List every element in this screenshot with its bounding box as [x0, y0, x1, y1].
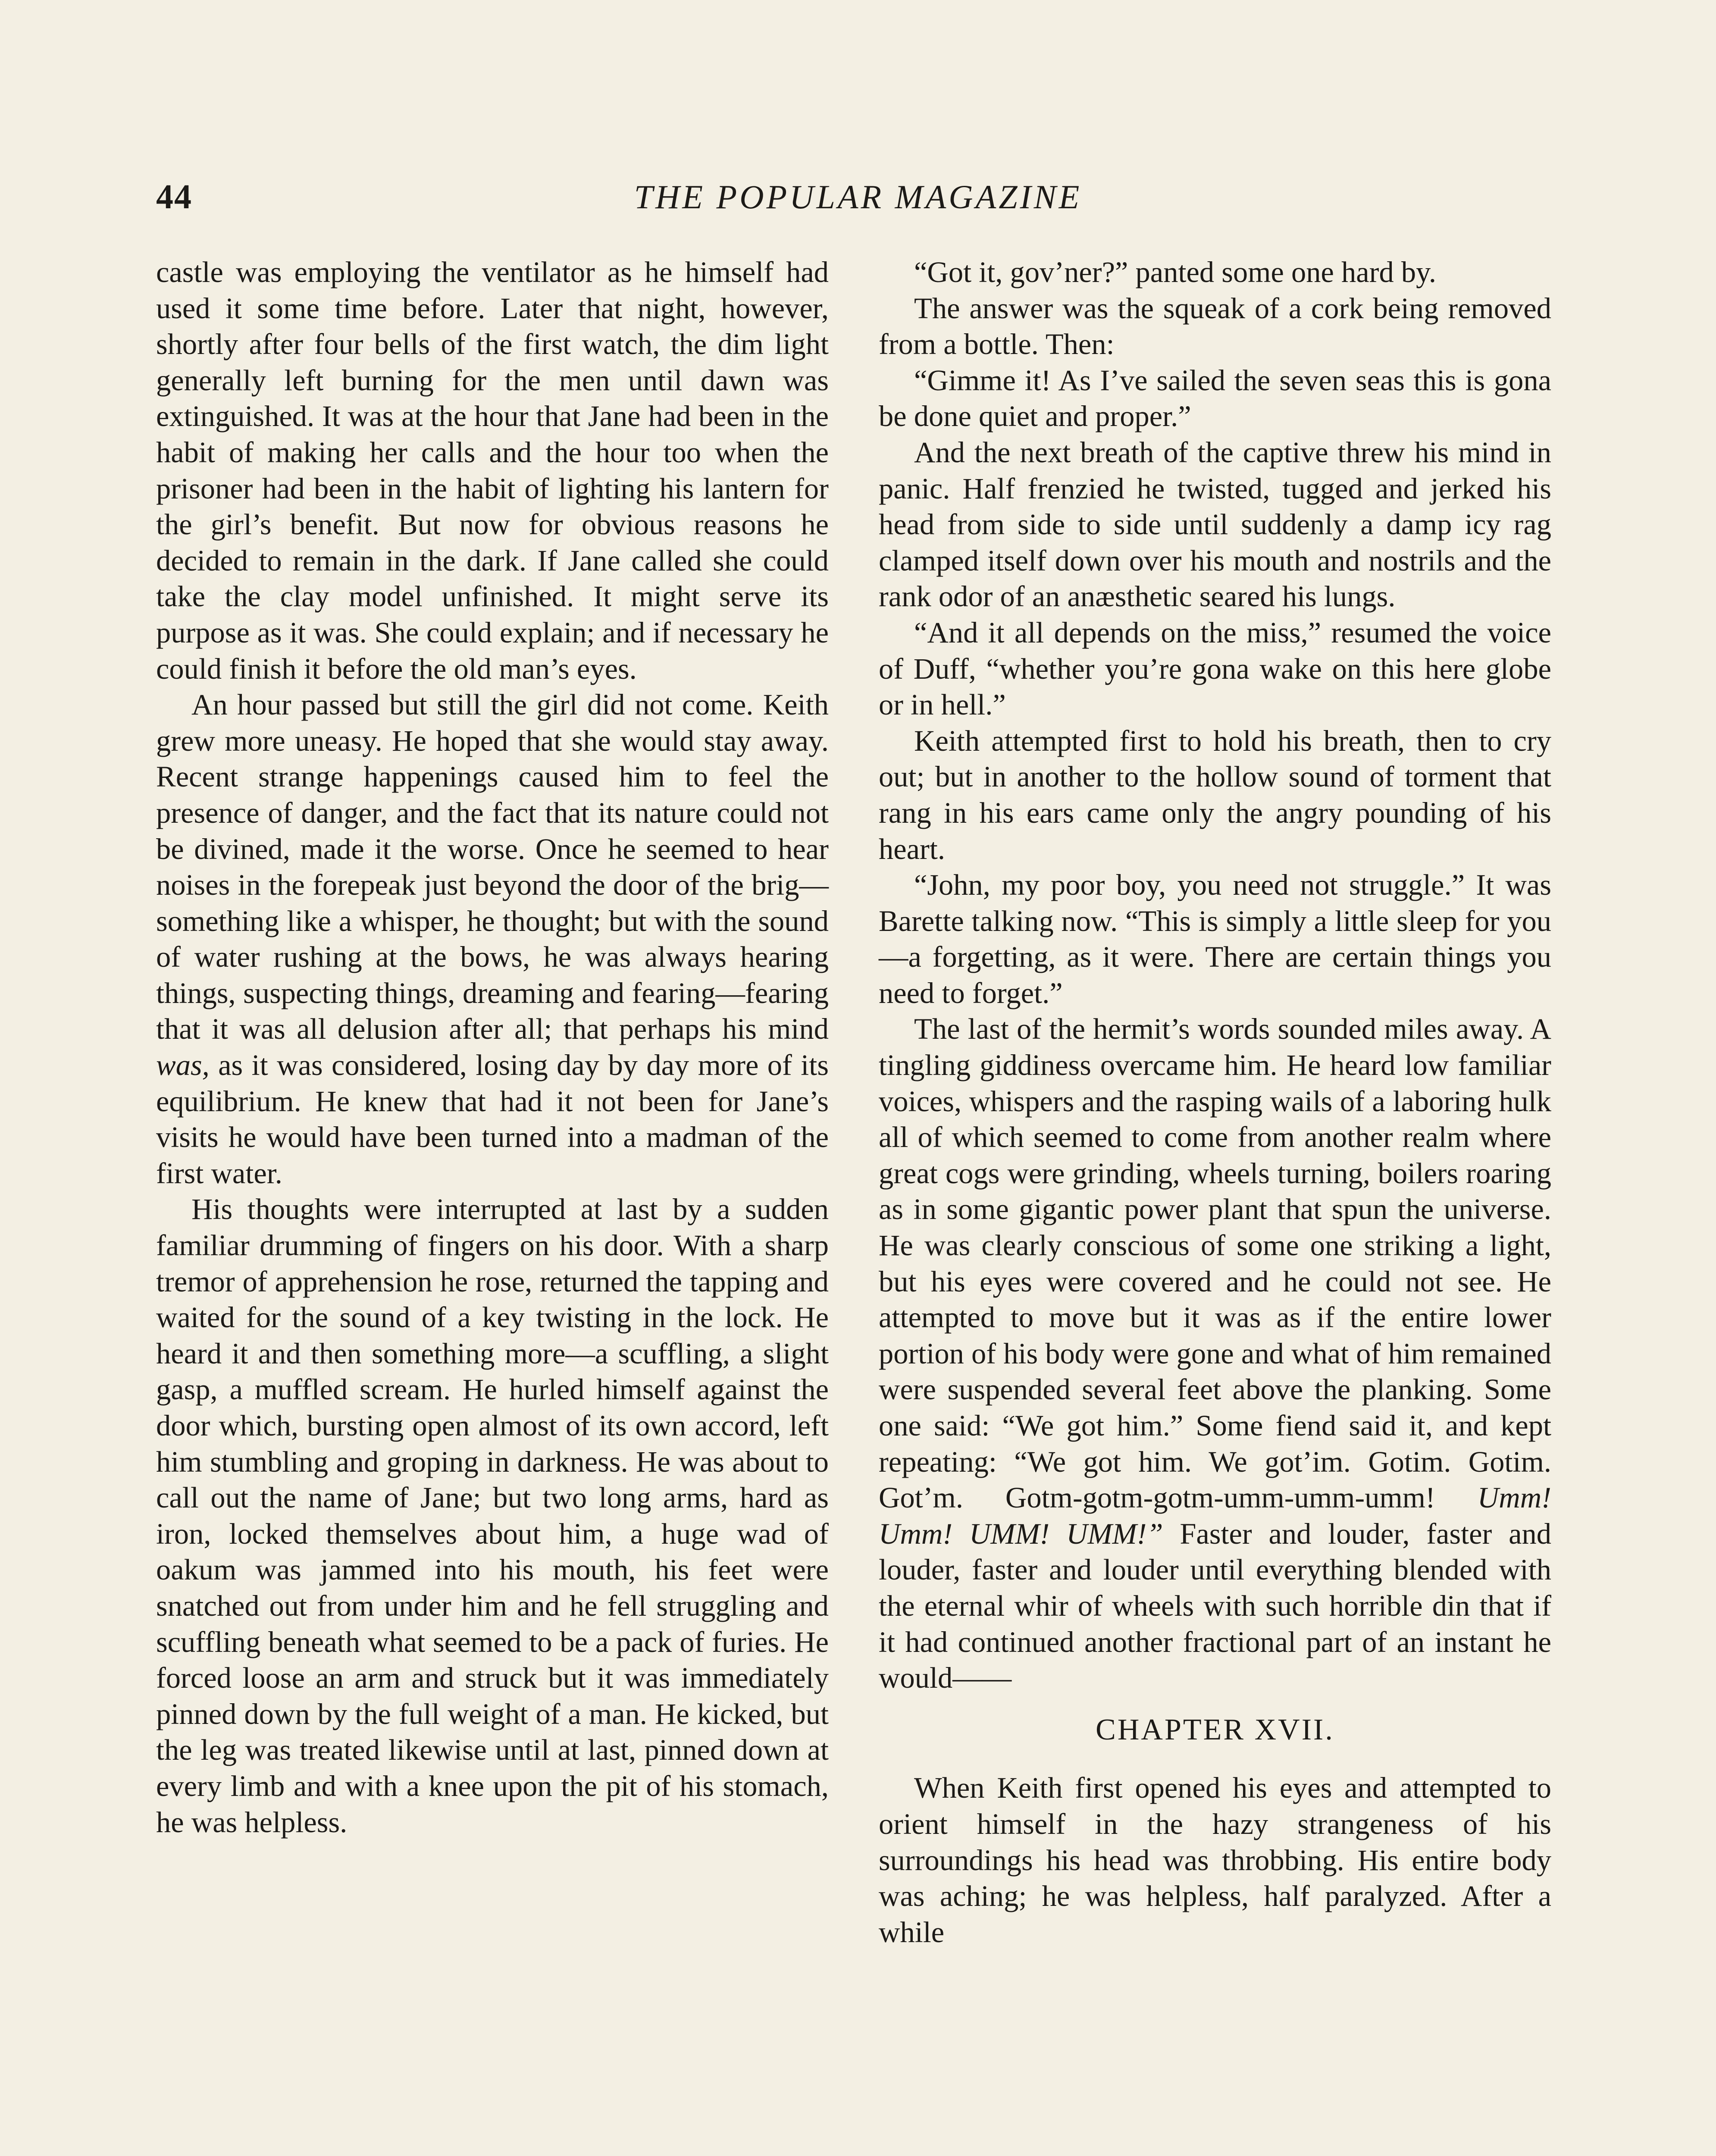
paragraph-text: Faster and louder, faster and louder, faster and louder until everything blended with the eternal whir of wheels with such horrible din that if it had continued another fractional part of an instant he would—— [879, 1517, 1551, 1695]
emphasis-text: Umm! Umm! UMM! UMM!” [879, 1481, 1551, 1550]
paragraph: His thoughts were interrupted at last by a sudden familiar drumming of fingers on his door. With a sharp tremor of apprehension he rose, returned the tapping and waited for the sound of a key twisting in the lock. He heard it and then something more—a scuffling, a slight gasp, a muffled scream. He hurled himself against the door which, bursting open almost of its own accord, left him stumbling and groping in darkness. He was about to call out the name of Jane; but two long arms, hard as iron, locked themselves about him, a huge wad of oakum was jammed into his mouth, his feet were snatched out from under him and he fell struggling and scuffling beneath what seemed to be a pack of furies. He forced loose an arm and struck but it was immediately pinned down by the full weight of a man. He kicked, but the leg was treated likewise until at last, pinned down at every limb and with a knee upon the pit of his stomach, he was helpless. [156, 1193, 829, 1839]
emphasis-text: was, [156, 1049, 210, 1082]
paragraph [879, 1011, 1551, 1696]
paragraph: “John, my poor boy, you need not struggle.” It was Barette talking now. “This is simply a little sleep for you—a forgetting, as it were. There are certain things you need to forget.” [879, 868, 1551, 1009]
paragraph: “Gimme it! As I’ve sailed the seven seas this is gona be done quiet and proper.” [879, 364, 1551, 433]
right-column [879, 254, 1551, 1950]
running-head-title: THE POPULAR MAGAZINE [634, 178, 1082, 216]
page-number: 44 [156, 178, 192, 216]
paragraph: When Keith first opened his eyes and attempted to orient himself in the hazy strangeness of his surroundings his head was throbbing. His entire body was aching; he was helpless, half paralyzed. After a while [879, 1771, 1551, 1949]
paragraph: Keith attempted first to hold his breath, then to cry out; but in another to the hollow sound of torment that rang in his ears came only the angry pounding of his heart. [879, 724, 1551, 865]
paragraph: castle was employing the ventilator as he himself had used it some time before. Later that night, however, shortly after four bells of the first watch, the dim light generally left burning for the men until dawn was extinguished. It was at the hour that Jane had been in the habit of making her calls and the hour too when the prisoner had been in the habit of lighting his lantern for the girl’s benefit. But now for obvious reasons he decided to remain in the dark. If Jane called she could take the clay model unfinished. It might serve its purpose as it was. She could explain; and if necessary he could finish it before the old man’s eyes. [156, 256, 829, 685]
chapter-heading: CHAPTER XVII. [1096, 1713, 1334, 1746]
paragraph-text: An hour passed but still the girl did not come. Keith grew more uneasy. He hoped that she would stay away. Recent strange happenings caused him to feel the presence of danger, and the fact that its nature could not be divined, made it the worse. Once he seemed to hear noises in the forepeak just beyond the door of the brig—something like a whisper, he thought; but with the sound of water rushing at the bows, he was always hearing things, suspecting things, dreaming and fearing—fearing that it was all delusion after all; that perhaps his mind [156, 688, 829, 1046]
paragraph-text: as it was considered, losing day by day more of its equilibrium. He knew that had it not been for Jane’s visits he would have been turned into a madman of the first water. [156, 1049, 829, 1190]
paragraph-text: The last of the hermit’s words sounded miles away. A tingling giddiness overcame him. He heard low familiar voices, whispers and the rasping wails of a laboring hulk all of which seemed to come from another realm where great cogs were grinding, wheels turning, boilers roaring as in some gigantic power plant that spun the universe. He was clearly conscious of some one striking a light, but his eyes were covered and he could not see. He attempted to move but it was as if the entire lower portion of his body were gone and what of him remained were suspended several feet above the planking. Some one said: “We got him.” Some fiend said it, and kept repeating: “We got him. We got’im. Gotim. Gotim. Got’m. Gotm-gotm-gotm-umm-umm-umm! [879, 1012, 1551, 1514]
paragraph: The answer was the squeak of a cork being removed from a bottle. Then: [879, 291, 1551, 361]
left-column [156, 254, 829, 1840]
paragraph: And the next breath of the captive threw his mind in panic. Half frenzied he twisted, tugged and jerked his head from side to side until suddenly a damp icy rag clamped itself down over his mouth and nostrils and the rank odor of an anæsthetic seared his lungs. [879, 436, 1551, 613]
paragraph: “And it all depends on the miss,” resumed the voice of Duff, “whether you’re gona wake on this here globe or in hell.” [879, 616, 1551, 721]
paragraph [156, 687, 829, 1191]
paragraph: “Got it, gov’ner?” panted some one hard by. [914, 256, 1437, 288]
